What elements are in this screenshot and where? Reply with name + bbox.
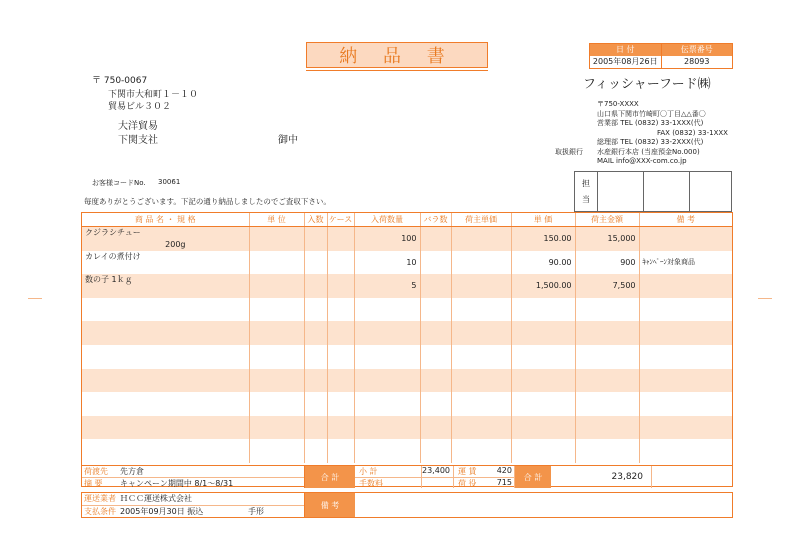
table-row: [82, 321, 732, 345]
handling-value: 715: [496, 477, 512, 487]
cell-name: [82, 274, 249, 298]
cell-name: [82, 416, 249, 440]
cell-cases: [327, 345, 354, 369]
cell-loose: [420, 345, 451, 369]
cell-qty-per: [304, 274, 327, 298]
cell-loose: [420, 274, 451, 298]
slip-number-value: 28093: [684, 57, 710, 66]
cell-unit: [249, 274, 304, 298]
cell-cases: [327, 416, 354, 440]
remarks-value: [355, 493, 732, 517]
cell-note: [639, 345, 732, 369]
date-label: 日 付: [590, 44, 662, 56]
table-row: [82, 345, 732, 369]
honorific: 御中: [278, 135, 298, 146]
cell-quantity: [354, 416, 420, 440]
cell-cases: [327, 227, 354, 251]
cell-note: [639, 321, 732, 345]
sales-tel: TEL (0832) 33-1XXX(代): [620, 119, 704, 127]
items-table: [81, 212, 733, 487]
cell-note: [639, 369, 732, 393]
freight-label: 運 賃: [454, 466, 514, 478]
cell-note: [639, 416, 732, 440]
customer-zip: 〒 750-0067: [92, 76, 148, 86]
fold-mark: [758, 298, 772, 299]
total-tag: 合 計: [305, 466, 355, 488]
column-header: バラ数: [420, 213, 451, 227]
column-header: 単 位: [249, 213, 304, 227]
cell-price: [511, 345, 575, 369]
subtotal-values: [422, 466, 454, 488]
general-tel: TEL (0832) 33-2XXX(代): [620, 138, 704, 146]
cell-qty-per: [304, 369, 327, 393]
customer-code: 30061: [158, 178, 181, 186]
fold-mark: [28, 298, 42, 299]
cell-qty-per: [304, 345, 327, 369]
table-row: [82, 227, 732, 251]
cell-price: [511, 392, 575, 416]
cell-loose: [420, 321, 451, 345]
stamp-label: [575, 172, 598, 211]
cell-amount: 15,000: [575, 227, 639, 251]
cell-note: [639, 227, 732, 251]
cell-unit: [249, 416, 304, 440]
handling-label: 荷 役: [458, 479, 477, 488]
cell-price: [511, 439, 575, 463]
subtotal-value: 23,400: [382, 466, 453, 478]
cell-unit: [249, 345, 304, 369]
stamp-cell: [690, 172, 731, 211]
seller-company: フィッシャーフード㈱: [583, 77, 711, 92]
cell-name: [82, 392, 249, 416]
column-header: 備 考: [639, 213, 732, 227]
summary-row: [82, 465, 732, 488]
date-value: 2005年08月26日: [590, 56, 662, 68]
cell-owner-price: [451, 345, 511, 369]
stamp-cell: [598, 172, 644, 211]
cell-owner-price: [451, 227, 511, 251]
cell-loose: [420, 369, 451, 393]
cell-cases: [327, 298, 354, 322]
delivery-summary: [82, 466, 305, 488]
cell-amount: 900: [575, 251, 639, 275]
column-header: 荷主金額: [575, 213, 639, 227]
cell-cases: [327, 274, 354, 298]
cell-cases: [327, 321, 354, 345]
seller-fax: FAX (0832) 33-1XXX: [657, 128, 728, 137]
cell-owner-price: [451, 392, 511, 416]
cell-amount: [575, 369, 639, 393]
cell-quantity: 5: [354, 274, 420, 298]
cell-qty-per: [304, 227, 327, 251]
cell-qty-per: [304, 321, 327, 345]
payment-value: 2005年09月30日 振込: [120, 506, 204, 516]
cell-price: 150.00: [511, 227, 575, 251]
payment-method: 手形: [248, 506, 264, 516]
cell-price: [511, 369, 575, 393]
cell-cases: [327, 251, 354, 275]
fee-value: [422, 478, 453, 489]
table-row: [82, 274, 732, 298]
slip-number-label: 伝票番号: [680, 45, 713, 54]
greeting-text: 毎度ありがとうございます。下記の通り納品しましたのでご査収下さい。: [84, 197, 331, 206]
product-name: 数の子 1ｋｇ: [85, 275, 133, 285]
grand-total-value: 23,820: [551, 466, 652, 488]
table-row: [82, 416, 732, 440]
column-header: 荷主単価: [451, 213, 511, 227]
items-table-body: [82, 213, 732, 463]
carrier-value: ＨＣＣ運送株式会社: [120, 494, 192, 504]
seller-zip: 〒750-XXXX: [597, 100, 639, 108]
cell-name: [82, 345, 249, 369]
carrier-label: 運送業者: [84, 494, 116, 504]
cell-amount: [575, 345, 639, 369]
cell-unit: [249, 251, 304, 275]
cell-name: [82, 298, 249, 322]
column-header: 入荷数量: [354, 213, 420, 227]
table-row: [82, 439, 732, 463]
stamp-box: [574, 171, 732, 212]
stamp-label-2: 当: [582, 195, 590, 204]
delivery-label: 荷渡先: [84, 467, 108, 476]
carrier-payment: [82, 493, 305, 517]
cell-owner-price: [451, 274, 511, 298]
cell-unit: [249, 321, 304, 345]
customer-address-2: 貿易ビル３０２: [108, 102, 172, 112]
remarks-tag: 備 考: [305, 493, 355, 517]
cell-unit: [249, 439, 304, 463]
cell-qty-per: [304, 416, 327, 440]
cell-price: [511, 298, 575, 322]
cell-qty-per: [304, 298, 327, 322]
footer-box: [81, 492, 733, 518]
cell-quantity: [354, 369, 420, 393]
product-name: カレイの煮付け: [85, 251, 141, 261]
column-header: 単 価: [511, 213, 575, 227]
cell-unit: [249, 298, 304, 322]
cell-cases: [327, 439, 354, 463]
summary-label: 摘 要: [84, 479, 103, 488]
general-label: 総理部: [597, 138, 618, 146]
bank-label: 取扱銀行: [555, 147, 583, 156]
cell-note: [639, 439, 732, 463]
table-row: [82, 392, 732, 416]
cell-quantity: [354, 298, 420, 322]
cell-cases: [327, 369, 354, 393]
cell-loose: [420, 227, 451, 251]
cell-note: [639, 274, 732, 298]
cell-amount: [575, 439, 639, 463]
date-number-box: [589, 43, 733, 69]
column-header: 商 品 名 ・ 規 格: [82, 213, 249, 227]
cell-quantity: 100: [354, 227, 420, 251]
sales-label: 営業部: [597, 119, 618, 127]
cell-name: [82, 227, 249, 251]
product-spec: 200g: [165, 240, 186, 249]
cell-note: [639, 298, 732, 322]
grand-total-tag: 合 計: [515, 466, 551, 488]
cell-quantity: [354, 392, 420, 416]
cell-name: [82, 439, 249, 463]
cell-owner-price: [451, 369, 511, 393]
cell-amount: [575, 321, 639, 345]
cell-amount: [575, 392, 639, 416]
column-header: 入数: [304, 213, 327, 227]
stamp-cell: [644, 172, 690, 211]
subtotal-label: 小 計: [355, 466, 421, 478]
table-row: [82, 298, 732, 322]
cell-loose: [420, 298, 451, 322]
cell-qty-per: [304, 392, 327, 416]
customer-name-2: 下関支社: [118, 135, 158, 146]
cell-quantity: [354, 439, 420, 463]
seller-mail: MAIL info@XXX-com.co.jp: [597, 157, 687, 165]
column-header: ケース: [327, 213, 354, 227]
cell-owner-price: [451, 298, 511, 322]
cell-name: [82, 321, 249, 345]
bank-info: 水産銀行本店 (当座預金No.000): [597, 147, 700, 156]
cell-amount: [575, 298, 639, 322]
cell-owner-price: [451, 439, 511, 463]
cell-amount: 7,500: [575, 274, 639, 298]
seller-info: [555, 100, 728, 167]
cell-owner-price: [451, 416, 511, 440]
cell-owner-price: [451, 251, 511, 275]
cell-price: 90.00: [511, 251, 575, 275]
cell-unit: [249, 392, 304, 416]
cell-unit: [249, 369, 304, 393]
cell-amount: [575, 416, 639, 440]
document-title: 納 品 書: [306, 42, 488, 68]
customer-name-1: 大洋貿易: [118, 121, 158, 132]
seller-address: 山口県下関市竹崎町〇丁目△△番〇: [597, 109, 706, 118]
delivery-value: 先方倉: [120, 467, 144, 476]
fee-label: 手数料: [359, 479, 383, 488]
cell-note: [639, 392, 732, 416]
cell-name: [82, 369, 249, 393]
cell-quantity: 10: [354, 251, 420, 275]
cell-note: ｷｬﾝﾍﾟｰﾝ対象商品: [642, 258, 695, 267]
cell-loose: [420, 251, 451, 275]
table-row: [82, 251, 732, 275]
cell-price: 1,500.00: [511, 274, 575, 298]
cell-unit: [249, 227, 304, 251]
cell-loose: [420, 392, 451, 416]
payment-label: 支払条件: [84, 506, 116, 516]
table-row: [82, 369, 732, 393]
table-header-row: [82, 213, 732, 227]
freight-value: 420: [455, 466, 515, 478]
cell-qty-per: [304, 251, 327, 275]
customer-code-label: お客様コードNo.: [92, 179, 146, 187]
cell-price: [511, 416, 575, 440]
stamp-label-1: 担: [582, 179, 590, 188]
cell-qty-per: [304, 439, 327, 463]
cell-quantity: [354, 321, 420, 345]
product-name: クジラシチュー: [85, 228, 141, 237]
cell-owner-price: [451, 321, 511, 345]
cell-cases: [327, 392, 354, 416]
cell-loose: [420, 416, 451, 440]
customer-address-1: 下関市大和町１－１０: [108, 90, 199, 100]
cell-loose: [420, 439, 451, 463]
cell-quantity: [354, 345, 420, 369]
cell-price: [511, 321, 575, 345]
summary-value: キャンペーン期間中 8/1～8/31: [120, 479, 234, 488]
cell-name: [82, 251, 249, 275]
